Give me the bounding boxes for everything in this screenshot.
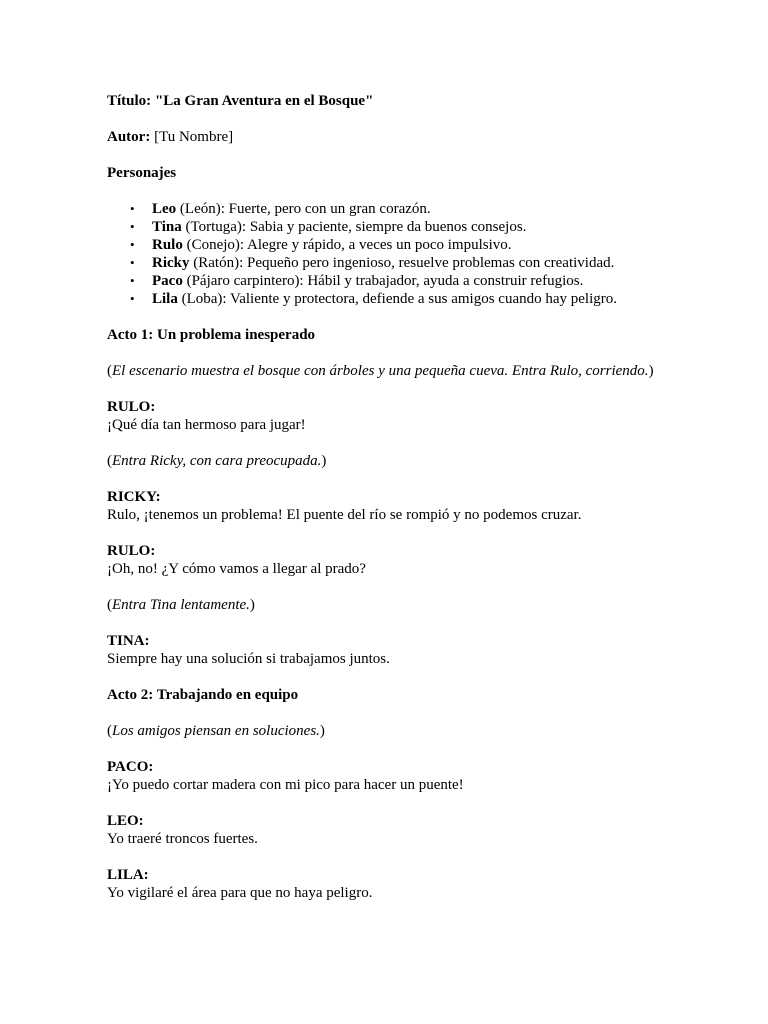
speaker-name: RICKY:: [107, 489, 161, 505]
character-desc: (Tortuga): Sabia y paciente, siempre da buenos consejos.: [181, 219, 527, 235]
character-name: Leo: [152, 201, 177, 217]
character-name: Rulo: [152, 237, 183, 253]
character-desc: (Conejo): Alegre y rápido, a veces un poco impulsivo.: [182, 237, 512, 253]
character-name: Paco: [152, 273, 183, 289]
character-desc: (Pájaro carpintero): Hábil y trabajador, ayuda a construir refugios.: [182, 273, 584, 289]
stage-direction-text: Entra Tina lentamente.: [112, 597, 250, 613]
paren-close: ): [321, 453, 327, 469]
paren-close: ): [648, 363, 654, 379]
character-name: Ricky: [152, 255, 190, 271]
speaker-name: RULO:: [107, 399, 156, 415]
bullet-icon: •: [130, 201, 135, 216]
act1-heading: [107, 326, 708, 344]
dialogue-block: [107, 758, 708, 794]
characters-list: [107, 200, 708, 308]
list-item: [130, 254, 708, 272]
paren-open: (: [107, 453, 112, 469]
dialogue-block: [107, 632, 708, 668]
list-item: [130, 236, 708, 254]
dialogue-block: [107, 542, 708, 578]
act2-heading-text: Acto 2: Trabajando en equipo: [107, 687, 299, 703]
dialogue-line: Yo traeré troncos fuertes.: [107, 831, 258, 847]
paren-open: (: [107, 723, 112, 739]
act1-heading-text: Acto 1: Un problema inesperado: [107, 327, 316, 343]
dialogue-block: [107, 866, 708, 902]
paren-close: ): [319, 723, 325, 739]
paren-open: (: [107, 597, 112, 613]
speaker-name: PACO:: [107, 759, 154, 775]
stage-direction: [107, 722, 708, 740]
author-value: [Tu Nombre]: [150, 129, 234, 145]
stage-direction-text: Los amigos piensan en soluciones.: [112, 723, 320, 739]
dialogue-block: [107, 812, 708, 848]
list-item: [130, 290, 708, 308]
act2-heading: [107, 686, 708, 704]
bullet-icon: •: [130, 291, 135, 306]
list-item: [130, 200, 708, 218]
dialogue-line: Siempre hay una solución si trabajamos juntos.: [107, 651, 390, 667]
stage-direction-text: El escenario muestra el bosque con árboles y una pequeña cueva. Entra Rulo, corriendo.: [112, 363, 649, 379]
stage-direction: [107, 362, 708, 380]
paren-open: (: [107, 363, 112, 379]
stage-direction: [107, 596, 708, 614]
stage-direction-text: Entra Ricky, con cara preocupada.: [112, 453, 322, 469]
bullet-icon: •: [130, 219, 135, 234]
stage-direction: [107, 452, 708, 470]
dialogue-line: Rulo, ¡tenemos un problema! El puente del río se rompió y no podemos cruzar.: [107, 507, 582, 523]
speaker-name: LEO:: [107, 813, 144, 829]
speaker-name: TINA:: [107, 633, 150, 649]
speaker-name: RULO:: [107, 543, 156, 559]
list-item: [130, 218, 708, 236]
title-label: Título:: [107, 93, 152, 109]
characters-heading-text: Personajes: [107, 165, 177, 181]
character-name: Tina: [152, 219, 182, 235]
title-line: [107, 92, 708, 110]
character-name: Lila: [152, 291, 178, 307]
character-desc: (Loba): Valiente y protectora, defiende a sus amigos cuando hay peligro.: [177, 291, 618, 307]
list-item: [130, 272, 708, 290]
character-desc: (Ratón): Pequeño pero ingenioso, resuelve problemas con creatividad.: [189, 255, 615, 271]
bullet-icon: •: [130, 237, 135, 252]
author-line: [107, 128, 708, 146]
author-label: Autor:: [107, 129, 151, 145]
characters-heading: [107, 164, 708, 182]
character-desc: (León): Fuerte, pero con un gran corazón.: [176, 201, 431, 217]
dialogue-line: ¡Oh, no! ¿Y cómo vamos a llegar al prado?: [107, 561, 366, 577]
paren-close: ): [249, 597, 255, 613]
dialogue-block: [107, 488, 708, 524]
dialogue-line: ¡Qué día tan hermoso para jugar!: [107, 417, 306, 433]
bullet-icon: •: [130, 273, 135, 288]
dialogue-line: Yo vigilaré el área para que no haya peligro.: [107, 885, 373, 901]
bullet-icon: •: [130, 255, 135, 270]
title-value: "La Gran Aventura en el Bosque": [154, 93, 374, 109]
dialogue-line: ¡Yo puedo cortar madera con mi pico para hacer un puente!: [107, 777, 464, 793]
dialogue-block: [107, 398, 708, 434]
speaker-name: LILA:: [107, 867, 149, 883]
